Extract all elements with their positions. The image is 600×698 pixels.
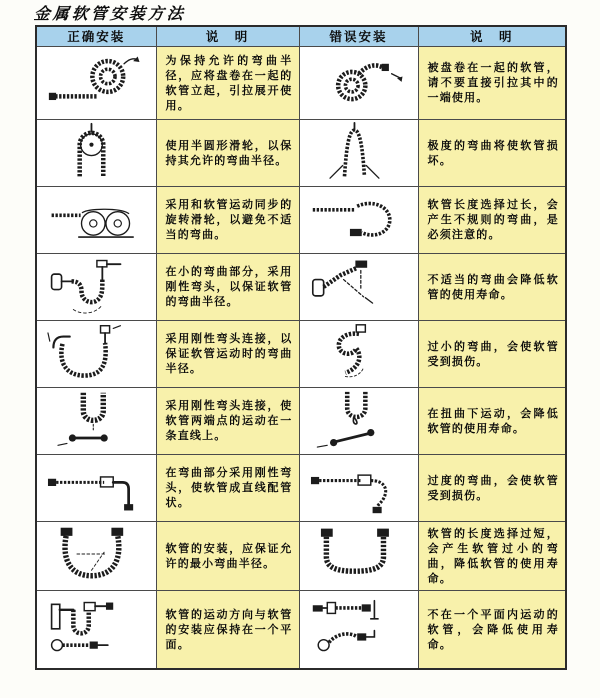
- wrong-description: 不在一个平面内运动的软管，会降低使用寿命。: [418, 590, 566, 669]
- table-row: [36, 590, 566, 669]
- correct-image-cell: [36, 119, 156, 186]
- page-title: 金属软管安装方法: [33, 4, 187, 23]
- small-hook-bend-hose-icon: [308, 323, 410, 381]
- table-row: [36, 119, 566, 186]
- table-row: [36, 387, 566, 454]
- table-body: [36, 46, 566, 669]
- correct-description: 采用和软管运动同步的旋转滑轮，以避免不适当的弯曲。: [156, 186, 299, 253]
- table-row: [36, 46, 566, 119]
- straight-run-elbow-hose-icon: [45, 457, 147, 515]
- wrong-description: 软管的长度选择过短，会产生软管过小的弯曲，降低软管的使用寿命。: [418, 521, 566, 590]
- wrong-image-cell: [299, 119, 418, 186]
- overbent-end-hose-icon: [308, 457, 410, 515]
- semicircular-pulley-hose-icon: [45, 122, 147, 180]
- table-row: [36, 186, 566, 253]
- correct-image-cell: [36, 521, 156, 590]
- correct-image-cell: [36, 387, 156, 454]
- wrong-image-cell: [299, 521, 418, 590]
- improper-bend-hose-icon: [308, 256, 410, 314]
- correct-description: 软管的运动方向与软管的安装应保持在一个平面。: [156, 590, 299, 669]
- wrong-image-cell: [299, 186, 418, 253]
- wrong-description: 被盘卷在一起的软管，请不要直接引拉其中的一端使用。: [418, 46, 566, 119]
- correct-image-cell: [36, 320, 156, 387]
- table-header: [36, 26, 566, 46]
- aligned-u-hose-icon: [45, 390, 147, 448]
- wrong-image-cell: [299, 320, 418, 387]
- wrong-description: 过小的弯曲，会使软管受到损伤。: [418, 320, 566, 387]
- header-wrong-install: 错误安装: [299, 26, 418, 46]
- excess-length-loop-hose-icon: [308, 189, 410, 247]
- rotating-pulleys-hose-icon: [45, 189, 147, 247]
- wrong-image-cell: [299, 253, 418, 320]
- coil-upright-hose-icon: [45, 52, 147, 110]
- correct-description: 在小的弯曲部分，采用刚性弯头，以保证软管的弯曲半径。: [156, 253, 299, 320]
- wrong-image-cell: [299, 454, 418, 521]
- rigid-elbow-u-hose-icon: [45, 323, 147, 381]
- correct-description: 软管的安装，应保证允许的最小弯曲半径。: [156, 521, 299, 590]
- correct-description: 采用刚性弯头连接，使软管两端点的运动在一条直线上。: [156, 387, 299, 454]
- single-plane-trap-hose-icon: [45, 598, 147, 656]
- coil-pulled-hose-icon: [308, 52, 410, 110]
- table-row: [36, 454, 566, 521]
- wrong-image-cell: [299, 387, 418, 454]
- correct-image-cell: [36, 253, 156, 320]
- correct-image-cell: [36, 590, 156, 669]
- correct-description: 为保持允许的弯曲半径，应将盘卷在一起的软管立起，引拉展开使用。: [156, 46, 299, 119]
- min-radius-u-hose-icon: [45, 525, 147, 583]
- table-row: [36, 521, 566, 590]
- wrong-image-cell: [299, 46, 418, 119]
- wrong-description: 极度的弯曲将使软管损坏。: [418, 119, 566, 186]
- correct-description: 在弯曲部分采用刚性弯头，使软管成直线配管状。: [156, 454, 299, 521]
- correct-image-cell: [36, 46, 156, 119]
- wrong-description: 软管长度选择过长，会产生不规则的弯曲，是必须注意的。: [418, 186, 566, 253]
- multi-plane-hose-icon: [308, 598, 410, 656]
- table-row: [36, 320, 566, 387]
- twisted-u-hose-icon: [308, 390, 410, 448]
- table-row: [36, 253, 566, 320]
- correct-image-cell: [36, 186, 156, 253]
- wrong-description: 过度的弯曲，会使软管受到损伤。: [418, 454, 566, 521]
- installation-guide-table: [35, 25, 567, 670]
- rigid-elbow-small-bend-hose-icon: [45, 256, 147, 314]
- wrong-image-cell: [299, 590, 418, 669]
- wrong-description: 不适当的弯曲会降低软管的使用寿命。: [418, 253, 566, 320]
- extreme-bend-hose-icon: [308, 122, 410, 180]
- header-description-1: 说 明: [156, 26, 299, 46]
- short-flat-u-hose-icon: [308, 525, 410, 583]
- wrong-description: 在扭曲下运动，会降低软管的使用寿命。: [418, 387, 566, 454]
- header-description-2: 说 明: [418, 26, 566, 46]
- header-correct-install: 正确安装: [36, 26, 156, 46]
- correct-image-cell: [36, 454, 156, 521]
- correct-description: 使用半圆形滑轮，以保持其允许的弯曲半径。: [156, 119, 299, 186]
- correct-description: 采用刚性弯头连接，以保证软管运动时的弯曲半径。: [156, 320, 299, 387]
